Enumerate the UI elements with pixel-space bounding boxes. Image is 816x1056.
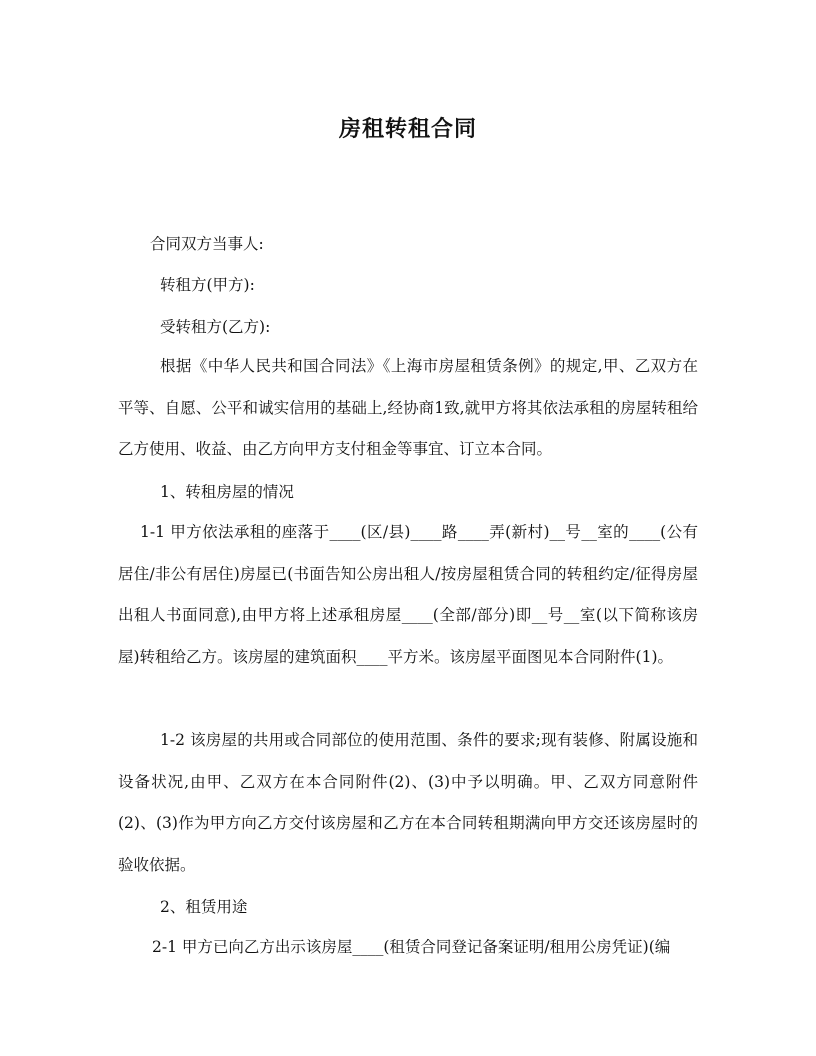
section-2-heading: 2、租赁用途: [160, 898, 248, 916]
clause-1-1: 1-1 甲方依法承租的座落于____(区/县)____路____弄(新村)__号__室的____(公有居住/非公有居住)房屋已(书面告知公房出租人/按房屋租赁合同的转租约定/征得房屋出租人书面同意),由甲方将上述承租房屋____(全部/部分)即__号__室(以下简称该房屋)转租给乙方。该房屋的建筑面积____平方米。该房屋平面图见本合同附件(1)。: [118, 523, 698, 666]
clause-1-2: 1-2 该房屋的共用或合同部位的使用范围、条件的要求;现有装修、附属设施和设备状况,由甲、乙双方在本合同附件(2)、(3)中予以明确。甲、乙双方同意附件(2)、(3)作为甲方向乙方交付该房屋和乙方在本合同转租期满向甲方交还该房屋时的验收依据。: [118, 731, 698, 874]
sublessee-label: 受转租方(乙方):: [160, 318, 271, 336]
sublessor-label: 转租方(甲方):: [160, 276, 255, 294]
parties-heading: 合同双方当事人:: [150, 235, 264, 253]
document-title: 房租转租合同: [338, 116, 477, 142]
clause-2-1: 2-1 甲方已向乙方出示该房屋____(租赁合同登记备案证明/租用公房凭证)(编: [152, 938, 671, 956]
section-1-heading: 1、转租房屋的情况: [160, 483, 294, 501]
intro-paragraph: 根据《中华人民共和国合同法》《上海市房屋租赁条例》的规定,甲、乙双方在平等、自愿、公平和诚实信用的基础上,经协商1致,就甲方将其依法承租的房屋转租给乙方使用、收益、由乙方向甲方支付租金等事宜、订立本合同。: [118, 357, 698, 458]
